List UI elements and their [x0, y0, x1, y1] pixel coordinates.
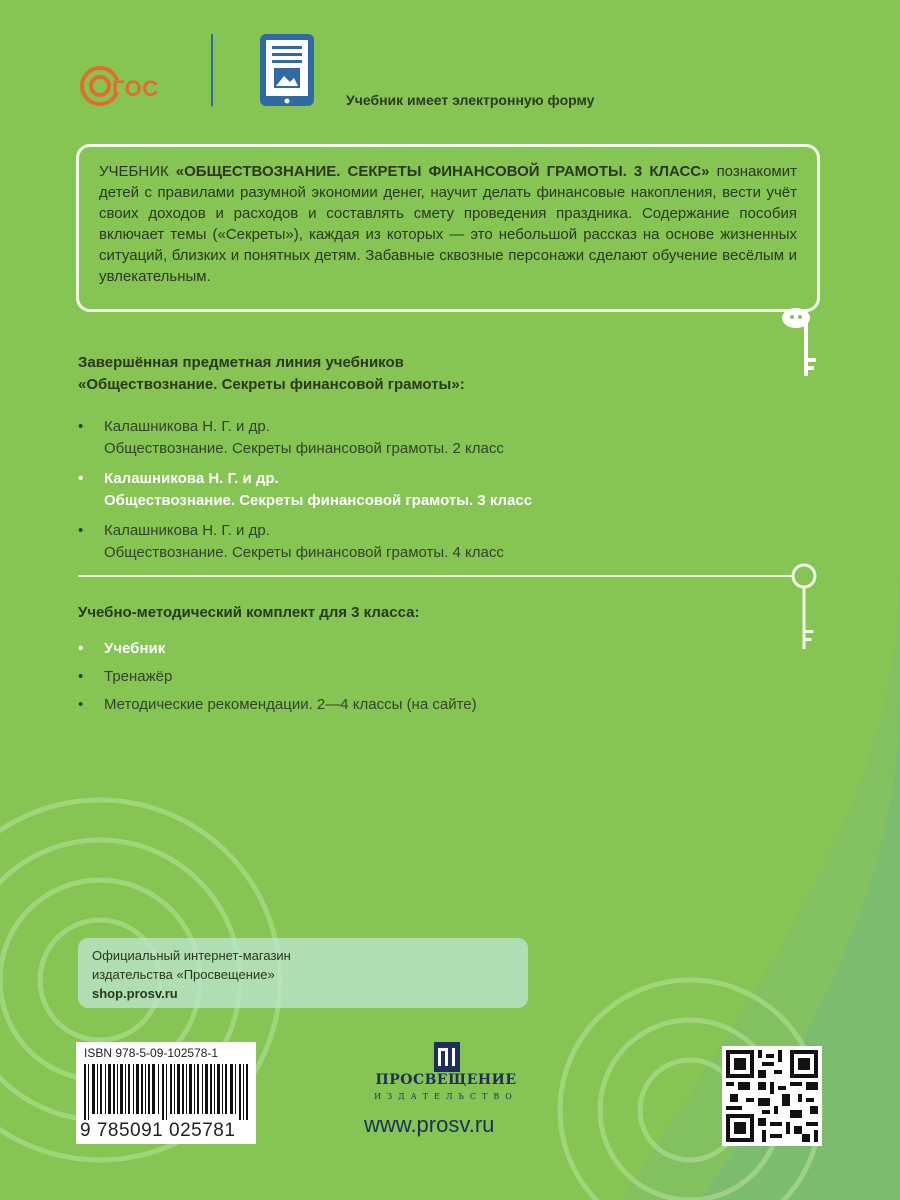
barcode: [76, 1042, 256, 1144]
key-icon: [776, 300, 828, 382]
kit-heading: Учебно-методический комплект для 3 класса:: [78, 604, 420, 621]
isbn-number: ISBN 978-5-09-102578-1: [84, 1046, 219, 1060]
section-divider: [78, 575, 794, 577]
tablet-icon: [258, 32, 316, 108]
book-author: Калашникова Н. Г. и др.: [104, 522, 270, 539]
description-title: «ОБЩЕСТВОЗНАНИЕ. СЕКРЕТЫ ФИНАНСОВОЙ ГРАМОТЫ. 3 КЛАСС»: [175, 163, 710, 180]
book-title: Обществознание. Секреты финансовой грамоты. 2 класс: [104, 440, 504, 457]
publisher-subtitle: ИЗДАТЕЛЬСТВО: [374, 1092, 518, 1101]
barcode-icon: [84, 1064, 248, 1120]
shop-info: [78, 938, 528, 1008]
book-description: [76, 144, 820, 312]
book-title: Обществознание. Секреты финансовой грамоты. 3 класс: [104, 492, 533, 509]
list-item: [78, 694, 778, 716]
book-author: Калашникова Н. Г. и др.: [104, 418, 270, 435]
textbook-line-heading-1: Завершённая предметная линия учебников: [78, 354, 404, 371]
textbook-line-heading: [78, 352, 778, 396]
key-icon: [784, 560, 824, 656]
shop-link[interactable]: shop.prosv.ru: [92, 986, 178, 1001]
list-item: [78, 638, 778, 660]
list-item: [78, 666, 778, 688]
qr-code[interactable]: [722, 1046, 822, 1146]
kit-item: Методические рекомендации. 2—4 классы (на сайте): [104, 696, 477, 713]
book-author: Калашникова Н. Г. и др.: [104, 470, 279, 487]
description-body: познакомит детей с правилами разумной экономии денег, научит делать финансовые накопления, вести учёт своих доходов и расходов и составлять смету проведения праздника. Содержание пособия включает темы («Секреты»), каждая из которых — это небольшой рассказ на основе жизненных ситуаций, близких и понятных детям. Забавные сквозные персонажи сделают обучение весёлым и увлекательным.: [99, 163, 797, 285]
textbook-line-heading-2: «Обществознание. Секреты финансовой грамоты»:: [78, 376, 465, 393]
list-item: [78, 520, 778, 564]
shop-line-1: Официальный интернет-магазин: [92, 948, 291, 963]
list-item: [78, 468, 778, 512]
kit-list: [78, 638, 778, 722]
bullet: •: [78, 470, 84, 487]
book-title: Обществознание. Секреты финансовой грамоты. 4 класс: [104, 544, 504, 561]
fgos-badge: ГОС: [112, 76, 159, 101]
bullet: •: [78, 668, 84, 685]
shop-line-2: издательства «Просвещение»: [92, 967, 275, 982]
kit-item: Учебник: [104, 640, 166, 657]
publisher-emblem-icon: [434, 1042, 460, 1072]
header: [0, 0, 900, 140]
bullet: •: [78, 640, 84, 657]
qr-code-icon: [726, 1050, 818, 1142]
electronic-form-note: Учебник имеет электронную форму: [346, 92, 595, 108]
publisher-logo: [366, 1042, 526, 1112]
description-lead: УЧЕБНИК: [99, 163, 176, 180]
header-divider: [211, 34, 213, 106]
textbook-list: [78, 416, 778, 572]
publisher-name: ПРОСВЕЩЕНИЕ: [375, 1072, 517, 1088]
bullet: •: [78, 418, 84, 435]
kit-item: Тренажёр: [104, 668, 173, 685]
list-item: [78, 416, 778, 460]
publisher-website[interactable]: www.prosv.ru: [364, 1112, 495, 1137]
barcode-digits: 9 785091 025781: [80, 1120, 236, 1141]
bullet: •: [78, 696, 84, 713]
bullet: •: [78, 522, 84, 539]
